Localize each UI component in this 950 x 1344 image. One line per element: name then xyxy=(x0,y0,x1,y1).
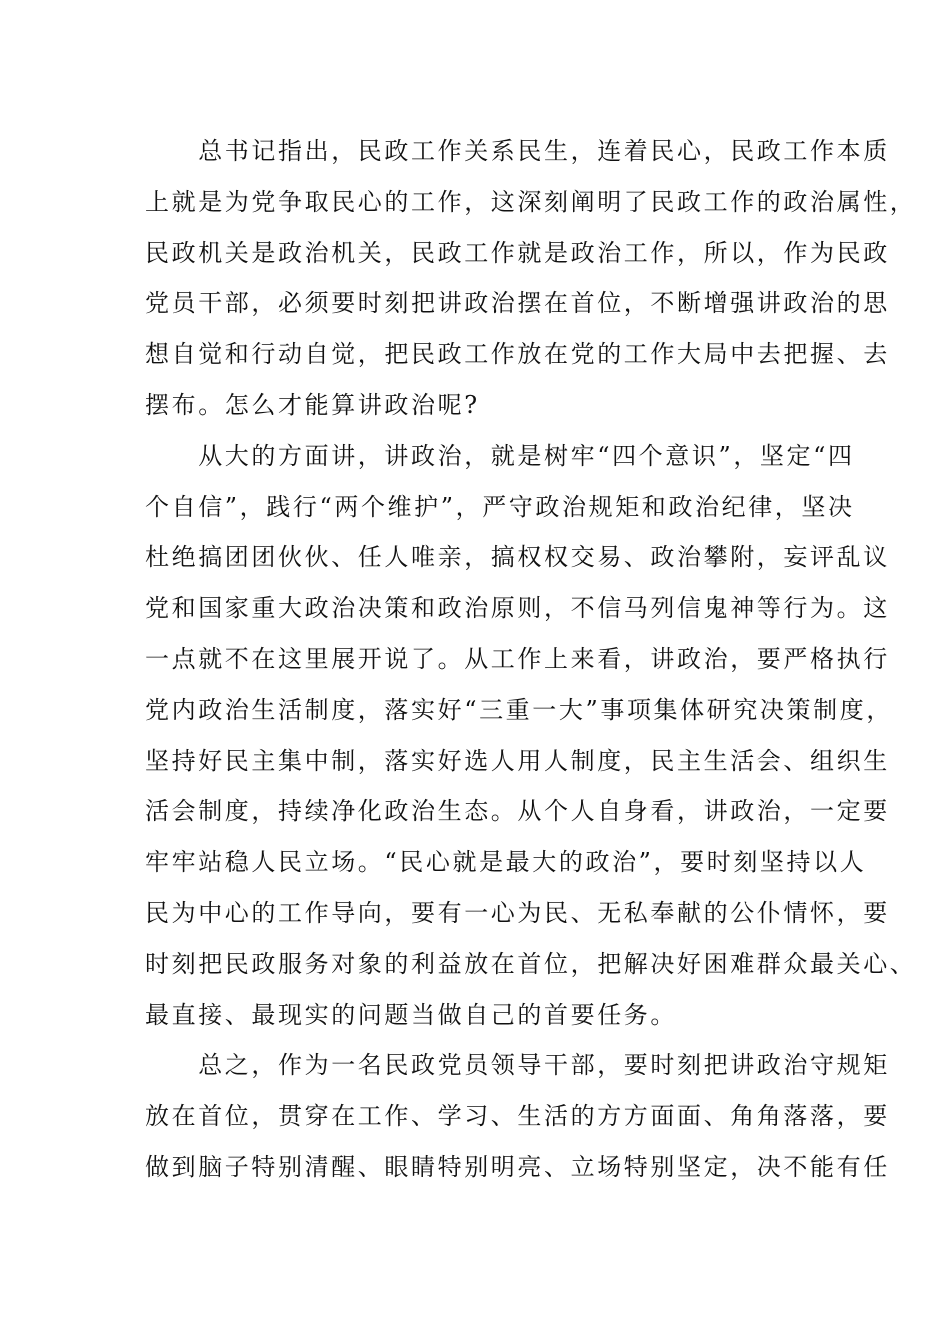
paragraph-2 xyxy=(145,431,917,1041)
text-line: 总书记指出，民政工作关系民生，连着民心，民政工作本质 xyxy=(145,137,890,165)
text-line: 坚持好民主集中制，落实好选人用人制度，民主生活会、组织生 xyxy=(145,746,890,775)
text-line: 想自觉和行动自觉，把民政工作放在党的工作大局中去把握、去 xyxy=(145,340,890,369)
text-line: 摆布。怎么才能算讲政治呢? xyxy=(145,390,480,419)
text-line: 活会制度，持续净化政治生态。从个人自身看，讲政治，一定要 xyxy=(145,797,890,826)
text-line: 做到脑子特别清醒、眼睛特别明亮、立场特别坚定，决不能有任 xyxy=(145,1152,890,1181)
text-line: 党员干部，必须要时刻把讲政治摆在首位，不断增强讲政治的思 xyxy=(145,289,890,318)
text-line: 党内政治生活制度，落实好“三重一大”事项集体研究决策制度， xyxy=(145,695,893,724)
text-line: 从大的方面讲，讲政治，就是树牢“四个意识”，坚定“四 xyxy=(145,441,855,470)
text-line: 民为中心的工作导向，要有一心为民、无私奉献的公仆情怀，要 xyxy=(145,898,890,927)
document-body xyxy=(145,126,917,1193)
text-line: 党和国家重大政治决策和政治原则，不信马列信鬼神等行为。这 xyxy=(145,594,890,623)
paragraph-1 xyxy=(145,126,917,431)
text-line: 总之，作为一名民政党员领导干部，要时刻把讲政治守规矩 xyxy=(145,1051,890,1080)
text-line: 杜绝搞团团伙伙、任人唯亲，搞权权交易、政治攀附，妄评乱议 xyxy=(145,543,890,572)
text-line: 一点就不在这里展开说了。从工作上来看，讲政治，要严格执行 xyxy=(145,644,890,673)
text-line: 民政机关是政治机关，民政工作就是政治工作，所以，作为民政 xyxy=(145,238,890,267)
text-line: 放在首位，贯穿在工作、学习、生活的方方面面、角角落落，要 xyxy=(145,1102,890,1131)
text-line: 上就是为党争取民心的工作，这深刻阐明了民政工作的政治属性， xyxy=(145,187,917,216)
text-line: 时刻把民政服务对象的利益放在首位，把解决好困难群众最关心、 xyxy=(145,949,917,978)
text-line: 最直接、最现实的问题当做自己的首要任务。 xyxy=(145,1000,677,1029)
text-line: 个自信”，践行“两个维护”，严守政治规矩和政治纪律，坚决 xyxy=(145,492,855,521)
paragraph-3 xyxy=(145,1040,890,1192)
text-line: 牢牢站稳人民立场。“民心就是最大的政治”，要时刻坚持以人 xyxy=(145,848,867,877)
